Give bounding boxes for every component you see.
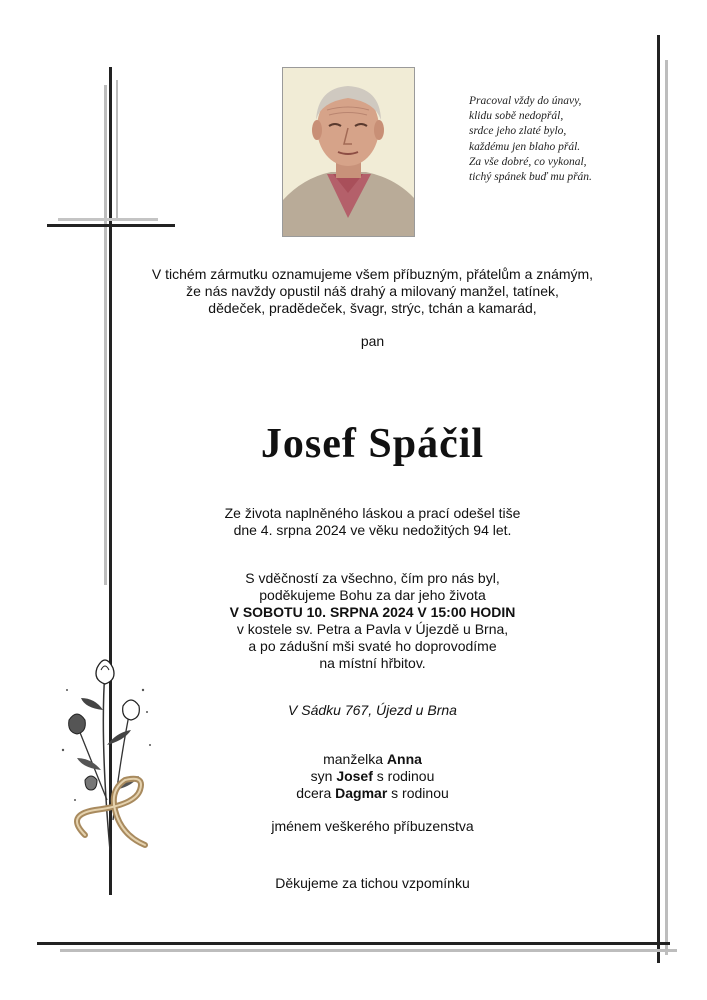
- relatives: jménem veškerého příbuzenstva: [271, 818, 474, 834]
- mourner-relation: manželka: [323, 751, 387, 767]
- mourner-suffix: s rodinou: [387, 785, 449, 801]
- mourner-relation: syn: [310, 768, 337, 784]
- announcement: [140, 266, 605, 317]
- mourner-name: Dagmar: [335, 785, 388, 801]
- frame-bottom-dark: [37, 942, 670, 945]
- death-line: dne 4. srpna 2024 ve věku nedožitých 94 let.: [233, 522, 512, 538]
- frame-bottom-light: [60, 949, 677, 952]
- poem-line: klidu sobě nedopřál,: [469, 110, 564, 123]
- address: V Sádku 767, Újezd u Brna: [288, 702, 457, 718]
- poem-line: každému jen blaho přál.: [469, 140, 581, 153]
- mourners: [140, 751, 605, 802]
- title-pan: pan: [360, 333, 385, 349]
- frame-right-light: [665, 60, 668, 955]
- cross-vertical-light: [104, 85, 107, 585]
- mourner-name: Josef: [336, 768, 373, 784]
- deceased-name: Josef Spáčil: [260, 421, 485, 467]
- death-info: [140, 505, 605, 539]
- ceremony-line: a po zádušní mši svaté ho doprovodíme: [248, 638, 497, 654]
- poem-line: Za vše dobré, co vykonal,: [469, 155, 587, 168]
- cross-horizontal-dark: [47, 224, 175, 227]
- mourner-name: Anna: [386, 751, 422, 767]
- portrait-illustration: [283, 68, 414, 236]
- mourner-wife: [140, 751, 605, 768]
- ceremony-info: [140, 570, 605, 672]
- poem: [469, 94, 669, 185]
- poem-line: srdce jeho zlaté bylo,: [469, 125, 567, 138]
- mourner-relation: dcera: [296, 785, 336, 801]
- announcement-line: dědeček, pradědeček, švagr, strýc, tchán a kamarád,: [208, 300, 537, 316]
- cross-horizontal-light: [58, 218, 158, 221]
- poem-line: Pracoval vždy do únavy,: [469, 95, 582, 107]
- ceremony-line: na místní hřbitov.: [319, 655, 426, 671]
- cross-vertical-light2: [116, 80, 118, 220]
- flower-decoration-icon: [55, 650, 160, 860]
- death-line: Ze života naplněného láskou a prací odešel tiše: [224, 505, 521, 521]
- poem-line: tichý spánek buď mu přán.: [469, 171, 592, 184]
- mourner-daughter: [140, 785, 605, 802]
- thanks: Děkujeme za tichou vzpomínku: [275, 875, 470, 891]
- ceremony-line: S vděčností za všechno, čím pro nás byl,: [245, 570, 500, 586]
- ceremony-line: poděkujeme Bohu za dar jeho života: [259, 587, 486, 603]
- ceremony-line: v kostele sv. Petra a Pavla v Újezdě u Brna,: [236, 621, 509, 637]
- mourner-son: [140, 768, 605, 785]
- ceremony-datetime: V SOBOTU 10. SRPNA 2024 V 15:00 HODIN: [229, 604, 516, 620]
- announcement-line: V tichém zármutku oznamujeme všem příbuzným, přátelům a známým,: [151, 266, 594, 282]
- announcement-line: že nás navždy opustil náš drahý a milovaný manžel, tatínek,: [186, 283, 559, 299]
- mourner-suffix: s rodinou: [372, 768, 435, 784]
- portrait-photo: [282, 67, 415, 237]
